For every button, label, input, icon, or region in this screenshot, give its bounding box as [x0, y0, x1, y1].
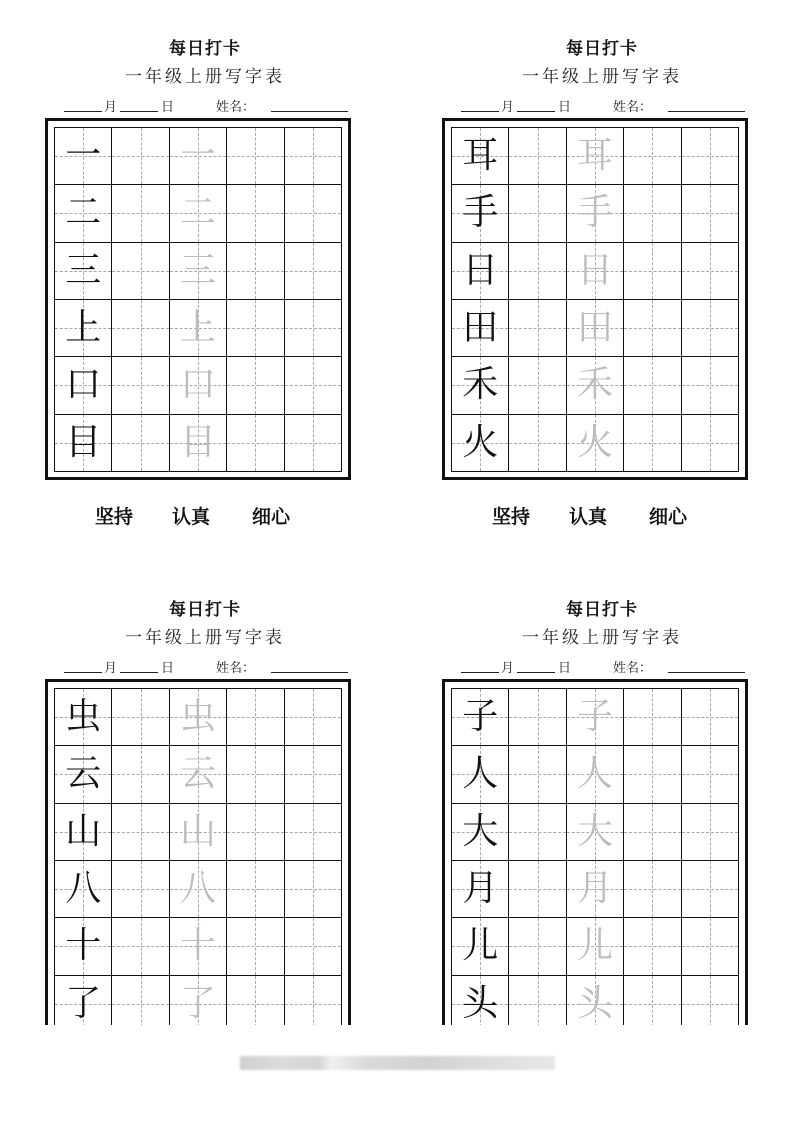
blank-practice-cell[interactable]	[112, 243, 169, 300]
motto-word: 细心	[252, 506, 291, 528]
blank-practice-cell[interactable]	[509, 415, 566, 472]
day-label: 日	[161, 661, 175, 676]
trace-character-cell[interactable]	[170, 128, 227, 185]
trace-character-cell[interactable]	[567, 128, 624, 185]
blank-practice-cell[interactable]	[624, 976, 681, 1025]
model-character: 月	[462, 868, 499, 910]
blank-practice-cell[interactable]	[112, 918, 169, 975]
blank-practice-cell[interactable]	[285, 300, 342, 357]
motto-word: 细心	[649, 506, 688, 528]
trace-character: 禾	[576, 364, 613, 406]
trace-character-cell[interactable]	[170, 976, 227, 1025]
model-character-cell[interactable]	[55, 357, 112, 414]
blank-practice-cell[interactable]	[624, 300, 681, 357]
sheet-title: 每日打卡	[566, 600, 638, 620]
blank-practice-cell[interactable]	[682, 243, 739, 300]
blank-practice-cell[interactable]	[227, 976, 284, 1025]
trace-character: 了	[179, 982, 216, 1024]
name-label: 姓名：	[216, 100, 256, 115]
blank-practice-cell[interactable]	[112, 185, 169, 242]
model-character: 十	[65, 925, 102, 967]
day-label: 日	[161, 100, 175, 115]
model-character: 禾	[462, 364, 499, 406]
model-character-cell[interactable]	[55, 185, 112, 242]
trace-character: 二	[179, 192, 216, 234]
sheet-title: 每日打卡	[169, 600, 241, 620]
blank-practice-cell[interactable]	[624, 128, 681, 185]
trace-character: 八	[179, 868, 216, 910]
model-character: 头	[462, 982, 499, 1024]
motto-word: 认真	[569, 506, 608, 528]
trace-character-cell[interactable]	[567, 804, 624, 861]
sheet-subtitle: 一年级上册写字表	[522, 67, 682, 87]
trace-character: 月	[576, 868, 613, 910]
blank-practice-cell[interactable]	[624, 689, 681, 746]
practice-sheet-1	[40, 34, 370, 534]
blank-practice-cell[interactable]	[682, 128, 739, 185]
blank-practice-cell[interactable]	[285, 357, 342, 414]
blank-practice-cell[interactable]	[112, 128, 169, 185]
model-character-cell[interactable]	[55, 128, 112, 185]
blank-practice-cell[interactable]	[285, 128, 342, 185]
model-character-cell[interactable]	[55, 243, 112, 300]
blank-practice-cell[interactable]	[285, 689, 342, 746]
month-label: 月	[104, 100, 118, 115]
month-blank[interactable]	[461, 672, 499, 673]
blank-practice-cell[interactable]	[682, 415, 739, 472]
model-character-cell[interactable]	[452, 185, 509, 242]
trace-character: 人	[576, 753, 613, 795]
model-character-cell[interactable]	[452, 746, 509, 803]
trace-character: 目	[179, 421, 216, 463]
sheet-title: 每日打卡	[169, 39, 241, 59]
name-blank[interactable]	[668, 672, 745, 673]
model-character: 耳	[462, 135, 499, 177]
practice-sheet-2	[437, 34, 767, 534]
name-blank[interactable]	[271, 111, 348, 112]
model-character: 火	[462, 421, 499, 463]
model-character-cell[interactable]	[452, 804, 509, 861]
writing-grid-frame	[442, 118, 748, 480]
blank-practice-cell[interactable]	[682, 746, 739, 803]
sheet-subtitle: 一年级上册写字表	[522, 628, 682, 648]
trace-character-cell[interactable]	[170, 300, 227, 357]
trace-character-cell[interactable]	[170, 746, 227, 803]
trace-character: 山	[179, 810, 216, 852]
trace-character-cell[interactable]	[170, 804, 227, 861]
blank-practice-cell[interactable]	[227, 804, 284, 861]
trace-character: 上	[179, 307, 216, 349]
trace-character-cell[interactable]	[567, 185, 624, 242]
blank-practice-cell[interactable]	[227, 861, 284, 918]
writing-grid	[54, 127, 342, 472]
trace-character-cell[interactable]	[567, 689, 624, 746]
trace-character: 子	[576, 696, 613, 738]
blank-practice-cell[interactable]	[509, 357, 566, 414]
blank-practice-cell[interactable]	[682, 976, 739, 1025]
model-character-cell[interactable]	[452, 918, 509, 975]
name-blank[interactable]	[668, 111, 745, 112]
blank-practice-cell[interactable]	[227, 746, 284, 803]
model-character-cell[interactable]	[55, 689, 112, 746]
model-character-cell[interactable]	[452, 128, 509, 185]
blank-practice-cell[interactable]	[682, 357, 739, 414]
blank-practice-cell[interactable]	[509, 689, 566, 746]
month-blank[interactable]	[461, 111, 499, 112]
blank-practice-cell[interactable]	[285, 804, 342, 861]
trace-character-cell[interactable]	[170, 357, 227, 414]
trace-character: 大	[576, 810, 613, 852]
blank-practice-cell[interactable]	[624, 415, 681, 472]
blank-practice-cell[interactable]	[624, 861, 681, 918]
writing-grid-frame	[45, 118, 351, 480]
blank-practice-cell[interactable]	[112, 689, 169, 746]
trace-character-cell[interactable]	[170, 861, 227, 918]
info-line	[64, 94, 354, 116]
trace-character: 虫	[179, 696, 216, 738]
blank-practice-cell[interactable]	[509, 746, 566, 803]
motto-word: 坚持	[95, 506, 134, 528]
model-character-cell[interactable]	[452, 415, 509, 472]
blank-practice-cell[interactable]	[509, 128, 566, 185]
blank-practice-cell[interactable]	[509, 300, 566, 357]
trace-character-cell[interactable]	[567, 861, 624, 918]
blank-practice-cell[interactable]	[112, 300, 169, 357]
blank-practice-cell[interactable]	[509, 918, 566, 975]
trace-character-cell[interactable]	[567, 415, 624, 472]
blank-practice-cell[interactable]	[509, 861, 566, 918]
writing-grid	[451, 127, 739, 472]
blank-practice-cell[interactable]	[509, 804, 566, 861]
name-label: 姓名：	[216, 661, 256, 676]
trace-character: 田	[576, 307, 613, 349]
blank-practice-cell[interactable]	[285, 976, 342, 1025]
writing-grid	[54, 688, 342, 1025]
model-character: 八	[65, 868, 102, 910]
practice-sheet-3	[40, 595, 370, 1025]
model-character: 上	[65, 307, 102, 349]
info-line	[64, 655, 354, 677]
trace-character: 口	[179, 364, 216, 406]
trace-character: 云	[179, 753, 216, 795]
model-character: 三	[65, 249, 102, 291]
trace-character: 三	[179, 249, 216, 291]
blank-practice-cell[interactable]	[624, 804, 681, 861]
model-character-cell[interactable]	[452, 300, 509, 357]
trace-character: 十	[179, 925, 216, 967]
model-character: 子	[462, 696, 499, 738]
model-character-cell[interactable]	[55, 976, 112, 1025]
blank-practice-cell[interactable]	[285, 861, 342, 918]
model-character: 一	[65, 135, 102, 177]
sheet-subtitle: 一年级上册写字表	[125, 628, 285, 648]
motto-word: 认真	[172, 506, 211, 528]
blank-practice-cell[interactable]	[227, 357, 284, 414]
blank-practice-cell[interactable]	[227, 128, 284, 185]
day-label: 日	[558, 661, 572, 676]
model-character: 儿	[462, 925, 499, 967]
info-line	[461, 94, 751, 116]
model-character-cell[interactable]	[452, 976, 509, 1025]
blank-practice-cell[interactable]	[227, 185, 284, 242]
trace-character-cell[interactable]	[170, 689, 227, 746]
month-blank[interactable]	[64, 111, 102, 112]
blank-practice-cell[interactable]	[285, 746, 342, 803]
model-character: 田	[462, 307, 499, 349]
month-label: 月	[501, 100, 515, 115]
blank-practice-cell[interactable]	[285, 185, 342, 242]
name-label: 姓名：	[613, 100, 653, 115]
blank-practice-cell[interactable]	[509, 243, 566, 300]
trace-character: 手	[576, 192, 613, 234]
model-character: 了	[65, 982, 102, 1024]
blank-practice-cell[interactable]	[112, 746, 169, 803]
writing-grid-frame	[45, 679, 351, 1025]
blank-practice-cell[interactable]	[285, 243, 342, 300]
model-character: 人	[462, 753, 499, 795]
model-character-cell[interactable]	[452, 357, 509, 414]
blank-practice-cell[interactable]	[624, 243, 681, 300]
model-character: 山	[65, 810, 102, 852]
blank-practice-cell[interactable]	[112, 804, 169, 861]
info-line	[461, 655, 751, 677]
day-label: 日	[558, 100, 572, 115]
model-character-cell[interactable]	[452, 243, 509, 300]
trace-character: 日	[576, 249, 613, 291]
blank-practice-cell[interactable]	[112, 976, 169, 1025]
motto-word: 坚持	[492, 506, 531, 528]
blank-practice-cell[interactable]	[227, 300, 284, 357]
model-character-cell[interactable]	[55, 804, 112, 861]
trace-character: 耳	[576, 135, 613, 177]
blank-practice-cell[interactable]	[112, 357, 169, 414]
writing-grid-frame	[442, 679, 748, 1025]
day-blank[interactable]	[517, 111, 555, 112]
trace-character: 头	[576, 982, 613, 1024]
sheet-title: 每日打卡	[566, 39, 638, 59]
blank-practice-cell[interactable]	[682, 185, 739, 242]
blank-practice-cell[interactable]	[682, 861, 739, 918]
blank-practice-cell[interactable]	[624, 185, 681, 242]
trace-character-cell[interactable]	[170, 415, 227, 472]
month-label: 月	[501, 661, 515, 676]
model-character-cell[interactable]	[55, 300, 112, 357]
model-character: 日	[462, 249, 499, 291]
blank-practice-cell[interactable]	[227, 918, 284, 975]
trace-character: 一	[179, 135, 216, 177]
trace-character-cell[interactable]	[170, 243, 227, 300]
model-character: 虫	[65, 696, 102, 738]
trace-character-cell[interactable]	[567, 976, 624, 1025]
blank-practice-cell[interactable]	[112, 415, 169, 472]
blank-practice-cell[interactable]	[624, 918, 681, 975]
blank-practice-cell[interactable]	[682, 804, 739, 861]
day-blank[interactable]	[120, 111, 158, 112]
trace-character-cell[interactable]	[567, 357, 624, 414]
model-character: 手	[462, 192, 499, 234]
blank-practice-cell[interactable]	[227, 243, 284, 300]
blurred-watermark-bar	[240, 1056, 555, 1070]
model-character-cell[interactable]	[452, 689, 509, 746]
model-character: 口	[65, 364, 102, 406]
model-character: 二	[65, 192, 102, 234]
trace-character-cell[interactable]	[170, 918, 227, 975]
model-character-cell[interactable]	[55, 415, 112, 472]
month-label: 月	[104, 661, 118, 676]
practice-sheet-4	[437, 595, 767, 1025]
blank-practice-cell[interactable]	[682, 918, 739, 975]
blank-practice-cell[interactable]	[112, 861, 169, 918]
sheet-subtitle: 一年级上册写字表	[125, 67, 285, 87]
trace-character-cell[interactable]	[170, 185, 227, 242]
model-character-cell[interactable]	[452, 861, 509, 918]
blank-practice-cell[interactable]	[285, 918, 342, 975]
day-blank[interactable]	[120, 672, 158, 673]
model-character: 云	[65, 753, 102, 795]
trace-character-cell[interactable]	[567, 746, 624, 803]
model-character-cell[interactable]	[55, 746, 112, 803]
trace-character-cell[interactable]	[567, 918, 624, 975]
model-character-cell[interactable]	[55, 861, 112, 918]
trace-character: 火	[576, 421, 613, 463]
blank-practice-cell[interactable]	[624, 357, 681, 414]
day-blank[interactable]	[517, 672, 555, 673]
name-blank[interactable]	[271, 672, 348, 673]
trace-character: 儿	[576, 925, 613, 967]
blank-practice-cell[interactable]	[285, 415, 342, 472]
trace-character-cell[interactable]	[567, 243, 624, 300]
model-character-cell[interactable]	[55, 918, 112, 975]
blank-practice-cell[interactable]	[227, 415, 284, 472]
blank-practice-cell[interactable]	[227, 689, 284, 746]
model-character: 大	[462, 810, 499, 852]
blank-practice-cell[interactable]	[682, 300, 739, 357]
blank-practice-cell[interactable]	[509, 185, 566, 242]
blank-practice-cell[interactable]	[509, 976, 566, 1025]
model-character: 目	[65, 421, 102, 463]
blank-practice-cell[interactable]	[624, 746, 681, 803]
trace-character-cell[interactable]	[567, 300, 624, 357]
writing-grid	[451, 688, 739, 1025]
name-label: 姓名：	[613, 661, 653, 676]
blank-practice-cell[interactable]	[682, 689, 739, 746]
month-blank[interactable]	[64, 672, 102, 673]
